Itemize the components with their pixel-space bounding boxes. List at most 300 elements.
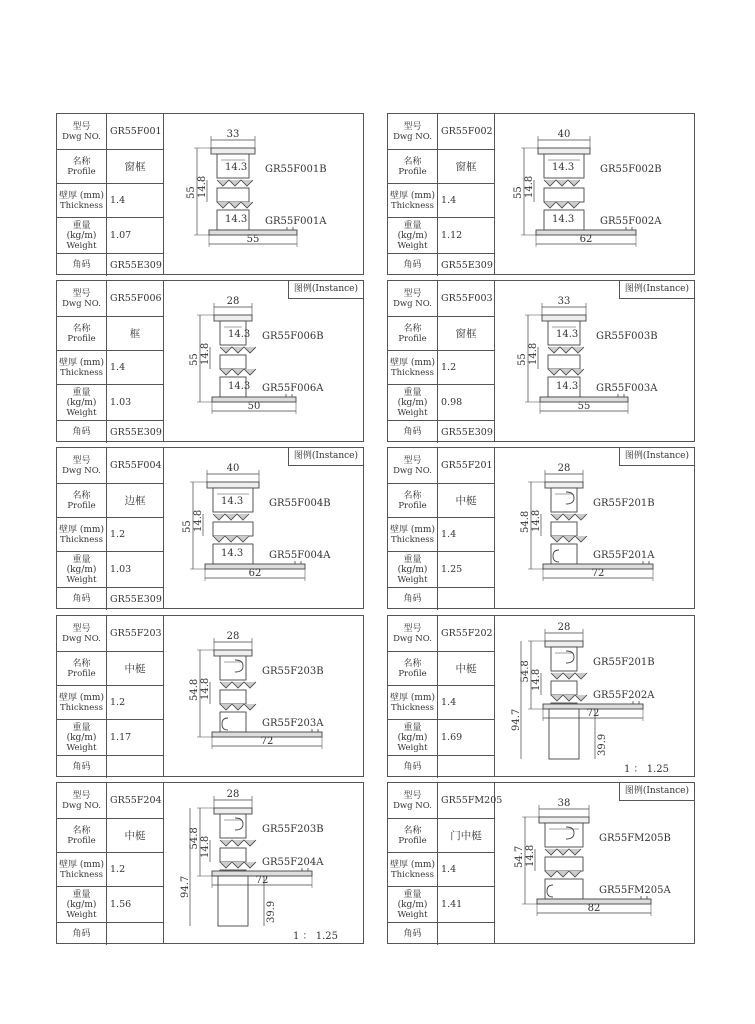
row-label xyxy=(388,484,438,517)
corner-row xyxy=(388,588,494,610)
label-cn: 重量 (kg/m) xyxy=(66,387,97,408)
bottom-dimension: 50 xyxy=(247,401,261,412)
label-cn: 型号 xyxy=(403,790,422,801)
inner-dimension: 14.8 xyxy=(197,175,208,198)
scale-label: 1 ： 1.25 xyxy=(624,764,669,775)
label-en: Weight xyxy=(397,407,428,418)
bottom-dimension: 72 xyxy=(260,736,274,747)
top-dimension: 33 xyxy=(557,296,571,307)
profile-drawing xyxy=(163,783,363,943)
row-value: GR55F202 xyxy=(441,628,493,639)
row-label xyxy=(388,887,438,922)
spec-table xyxy=(57,114,164,274)
row-value: GR55E309 xyxy=(110,593,162,605)
bottom-dimension: 55 xyxy=(246,234,260,245)
label-en: Weight xyxy=(66,909,97,920)
height-dimension: 54.8 xyxy=(520,510,531,533)
profile-card xyxy=(387,280,695,442)
row-value: 1.4 xyxy=(441,697,457,708)
profile-card xyxy=(56,782,364,944)
label-cn: 壁厚 (mm) xyxy=(390,524,435,535)
label-en: Dwg NO. xyxy=(62,800,101,811)
top-dimension: 28 xyxy=(226,789,240,800)
profile-card xyxy=(387,782,695,944)
profile-svg xyxy=(494,616,694,776)
part-label-top: GR55F201B xyxy=(593,498,655,509)
height-dimension: 55 xyxy=(186,186,197,199)
corner-row xyxy=(388,254,494,276)
weight-row xyxy=(57,887,163,923)
label-cn: 角码 xyxy=(403,594,422,604)
top-dimension: 38 xyxy=(557,798,571,809)
wall-dimension: 14.3 xyxy=(556,329,579,340)
part-label-top: GR55F203B xyxy=(262,824,324,835)
top-dimension: 33 xyxy=(226,129,240,140)
label-en: Thickness xyxy=(390,702,434,713)
dwg-row xyxy=(57,281,163,317)
label-cn: 重量 (kg/m) xyxy=(397,722,428,743)
thickness-row xyxy=(57,351,163,385)
row-label xyxy=(388,518,438,551)
thickness-row xyxy=(57,518,163,552)
profile-svg xyxy=(163,448,363,608)
row-value xyxy=(438,588,494,610)
bottom-dimension: 72 xyxy=(255,875,269,886)
weight-row xyxy=(57,720,163,756)
label-en: Weight xyxy=(397,742,428,753)
thickness-row xyxy=(57,184,163,218)
instance-label: 图例(Instance) xyxy=(619,783,694,801)
row-label xyxy=(57,385,107,420)
row-value: 窗框 xyxy=(455,161,477,173)
label-en: Weight xyxy=(397,574,428,585)
row-value: GR55F204 xyxy=(110,795,162,806)
label-en: Thickness xyxy=(59,534,103,545)
part-label-bottom: GR55F202A xyxy=(593,690,655,701)
row-label xyxy=(388,114,438,149)
row-label xyxy=(57,281,107,316)
spec-table xyxy=(388,114,495,274)
label-cn: 型号 xyxy=(72,455,91,466)
label-en: Thickness xyxy=(390,367,434,378)
row-value: 1.4 xyxy=(110,195,126,206)
profile-card xyxy=(387,615,695,777)
row-label xyxy=(57,652,107,685)
label-cn: 角码 xyxy=(72,594,91,604)
row-label xyxy=(388,218,438,253)
weight-row xyxy=(388,385,494,421)
inner-dimension: 14.8 xyxy=(193,509,204,532)
total-dimension: 94.7 xyxy=(180,875,191,898)
label-cn: 名称 xyxy=(403,323,422,334)
row-label xyxy=(388,652,438,685)
row-label xyxy=(388,756,438,778)
row-label xyxy=(57,853,107,886)
row-label xyxy=(57,484,107,517)
profile-row xyxy=(57,150,163,184)
row-value: 中梃 xyxy=(124,663,146,675)
row-label xyxy=(388,588,438,610)
part-label-bottom: GR55F201A xyxy=(593,550,655,561)
label-en: Thickness xyxy=(59,869,103,880)
corner-row xyxy=(388,923,494,945)
profile-drawing xyxy=(494,114,694,274)
row-label xyxy=(57,588,107,610)
label-cn: 壁厚 (mm) xyxy=(390,859,435,870)
label-cn: 名称 xyxy=(72,323,91,334)
bottom-dimension: 72 xyxy=(586,708,600,719)
label-cn: 名称 xyxy=(72,156,91,167)
label-en: Weight xyxy=(397,909,428,920)
label-en: Dwg NO. xyxy=(393,298,432,309)
label-cn: 名称 xyxy=(72,490,91,501)
row-label xyxy=(388,720,438,755)
profile-row xyxy=(388,317,494,351)
label-en: Profile xyxy=(398,166,427,177)
spec-table xyxy=(388,616,495,776)
corner-row xyxy=(388,756,494,778)
label-en: Profile xyxy=(398,500,427,511)
height-dimension: 55 xyxy=(189,353,200,366)
profile-row xyxy=(57,317,163,351)
height-dimension: 55 xyxy=(517,353,528,366)
spec-table xyxy=(388,448,495,608)
label-cn: 角码 xyxy=(403,929,422,939)
profile-row xyxy=(388,652,494,686)
part-label-top: GR55F003B xyxy=(596,331,658,342)
top-dimension: 28 xyxy=(557,463,571,474)
part-label-bottom: GR55F203A xyxy=(262,718,324,729)
profile-svg xyxy=(163,281,363,441)
row-label xyxy=(388,923,438,945)
inner-dimension: 14.8 xyxy=(524,175,535,198)
height-dimension: 54.8 xyxy=(189,678,200,701)
dwg-row xyxy=(388,281,494,317)
corner-row xyxy=(57,923,163,945)
label-en: Dwg NO. xyxy=(393,131,432,142)
row-value: 1.2 xyxy=(110,697,126,708)
part-label-bottom: GR55FM205A xyxy=(599,885,671,896)
label-cn: 重量 (kg/m) xyxy=(66,554,97,575)
label-en: Thickness xyxy=(390,869,434,880)
row-value: GR55F201 xyxy=(441,460,493,471)
instance-label: 图例(Instance) xyxy=(619,281,694,299)
row-label xyxy=(388,317,438,350)
label-en: Dwg NO. xyxy=(393,800,432,811)
row-value: 1.2 xyxy=(110,864,126,875)
row-label xyxy=(57,448,107,483)
wall-dimension: 14.3 xyxy=(225,214,248,225)
profile-row xyxy=(57,484,163,518)
row-label xyxy=(388,150,438,183)
weight-row xyxy=(57,385,163,421)
spec-table xyxy=(57,448,164,608)
wall-dimension: 14.3 xyxy=(228,329,251,340)
inner-dimension: 14.8 xyxy=(200,677,211,700)
profile-drawing xyxy=(163,448,363,608)
weight-row xyxy=(388,720,494,756)
label-en: Thickness xyxy=(59,367,103,378)
part-label-bottom: GR55F002A xyxy=(600,216,662,227)
label-cn: 型号 xyxy=(72,790,91,801)
row-label xyxy=(388,616,438,651)
profile-svg xyxy=(494,448,694,608)
row-value: 1.12 xyxy=(441,230,463,241)
label-cn: 重量 (kg/m) xyxy=(397,889,428,910)
row-value: 1.4 xyxy=(441,195,457,206)
profile-svg xyxy=(494,783,694,943)
row-value: 1.4 xyxy=(441,529,457,540)
label-en: Profile xyxy=(398,835,427,846)
wall-dimension: 14.3 xyxy=(221,496,244,507)
row-value: 边框 xyxy=(124,495,146,507)
label-cn: 重量 (kg/m) xyxy=(66,889,97,910)
profile-row xyxy=(57,652,163,686)
row-value: GR55F001 xyxy=(110,126,162,137)
label-cn: 型号 xyxy=(403,288,422,299)
row-value: GR55F003 xyxy=(441,293,493,304)
label-cn: 角码 xyxy=(72,762,91,772)
row-value: 1.07 xyxy=(110,230,132,241)
spec-table xyxy=(57,616,164,776)
profile-drawing xyxy=(163,616,363,776)
profile-drawing xyxy=(494,783,694,943)
row-value: GR55F002 xyxy=(441,126,493,137)
row-label xyxy=(388,853,438,886)
inner-dimension: 14.8 xyxy=(528,342,539,365)
part-label-top: GR55FM205B xyxy=(599,833,671,844)
spec-table xyxy=(57,783,164,943)
label-en: Dwg NO. xyxy=(393,633,432,644)
row-value: GR55E309 xyxy=(441,259,493,271)
row-value: GR55FM205 xyxy=(441,795,503,806)
profile-row xyxy=(388,150,494,184)
box-dimension: 39.9 xyxy=(597,733,608,756)
label-cn: 角码 xyxy=(72,929,91,939)
profile-row xyxy=(57,819,163,853)
label-cn: 型号 xyxy=(72,288,91,299)
bottom-dimension: 62 xyxy=(579,234,593,245)
row-label xyxy=(388,448,438,483)
row-value: 中梃 xyxy=(455,495,477,507)
row-label xyxy=(57,819,107,852)
label-en: Profile xyxy=(67,835,96,846)
height-dimension: 55 xyxy=(513,186,524,199)
label-cn: 壁厚 (mm) xyxy=(59,859,104,870)
part-label-bottom: GR55F204A xyxy=(262,857,324,868)
thickness-row xyxy=(57,853,163,887)
wall-dimension: 14.3 xyxy=(552,162,575,173)
label-en: Profile xyxy=(67,166,96,177)
label-en: Weight xyxy=(66,574,97,585)
label-cn: 重量 (kg/m) xyxy=(66,220,97,241)
row-value: 0.98 xyxy=(441,397,463,408)
profile-svg xyxy=(494,114,694,274)
scale-label: 1 ： 1.25 xyxy=(293,931,338,942)
row-value: GR55F006 xyxy=(110,293,162,304)
profile-card xyxy=(387,113,695,275)
label-cn: 重量 (kg/m) xyxy=(397,554,428,575)
row-value xyxy=(438,923,494,945)
row-label xyxy=(388,819,438,852)
instance-label: 图例(Instance) xyxy=(619,448,694,466)
label-en: Profile xyxy=(67,333,96,344)
profile-svg xyxy=(494,281,694,441)
row-value: 中梃 xyxy=(455,663,477,675)
label-en: Weight xyxy=(66,407,97,418)
label-en: Thickness xyxy=(390,534,434,545)
wall-dimension: 14.3 xyxy=(225,162,248,173)
corner-row xyxy=(57,421,163,443)
profile-svg xyxy=(163,783,363,943)
row-label xyxy=(57,552,107,587)
label-cn: 型号 xyxy=(403,623,422,634)
row-value: 1.17 xyxy=(110,732,132,743)
row-value: 1.4 xyxy=(110,362,126,373)
label-cn: 壁厚 (mm) xyxy=(390,190,435,201)
dwg-row xyxy=(388,616,494,652)
label-cn: 壁厚 (mm) xyxy=(59,190,104,201)
label-en: Weight xyxy=(66,240,97,251)
wall-dimension: 14.3 xyxy=(228,381,251,392)
row-label xyxy=(57,887,107,922)
label-en: Dwg NO. xyxy=(62,131,101,142)
thickness-row xyxy=(388,351,494,385)
top-dimension: 40 xyxy=(226,463,240,474)
label-en: Weight xyxy=(66,742,97,753)
instance-label: 图例(Instance) xyxy=(288,281,363,299)
top-dimension: 28 xyxy=(557,622,571,633)
row-value: 窗框 xyxy=(124,161,146,173)
top-dimension: 28 xyxy=(226,296,240,307)
row-value: 1.2 xyxy=(441,362,457,373)
label-en: Dwg NO. xyxy=(62,633,101,644)
label-cn: 名称 xyxy=(72,825,91,836)
row-label xyxy=(57,254,107,276)
profile-drawing xyxy=(163,281,363,441)
thickness-row xyxy=(388,686,494,720)
spec-table xyxy=(388,783,503,943)
label-en: Dwg NO. xyxy=(393,465,432,476)
label-cn: 重量 (kg/m) xyxy=(397,220,428,241)
thickness-row xyxy=(388,184,494,218)
label-cn: 型号 xyxy=(72,121,91,132)
row-label xyxy=(57,351,107,384)
profile-card xyxy=(56,280,364,442)
top-dimension: 40 xyxy=(557,129,571,140)
inner-dimension: 14.8 xyxy=(531,668,542,691)
part-label-top: GR55F001B xyxy=(265,164,327,175)
dwg-row xyxy=(388,448,494,484)
row-label xyxy=(388,552,438,587)
wall-dimension: 14.3 xyxy=(552,214,575,225)
label-en: Dwg NO. xyxy=(62,298,101,309)
corner-row xyxy=(57,756,163,778)
label-cn: 角码 xyxy=(403,260,422,270)
row-label xyxy=(388,254,438,276)
wall-dimension: 14.3 xyxy=(556,381,579,392)
label-cn: 型号 xyxy=(403,455,422,466)
part-label-bottom: GR55F001A xyxy=(265,216,327,227)
row-label xyxy=(57,756,107,778)
label-en: Profile xyxy=(67,668,96,679)
weight-row xyxy=(57,552,163,588)
row-value: GR55E309 xyxy=(441,426,493,438)
corner-row xyxy=(388,421,494,443)
label-cn: 重量 (kg/m) xyxy=(66,722,97,743)
thickness-row xyxy=(57,686,163,720)
label-cn: 壁厚 (mm) xyxy=(390,357,435,368)
part-label-top: GR55F004B xyxy=(269,498,331,509)
row-value: GR55E309 xyxy=(110,426,162,438)
row-label xyxy=(57,218,107,253)
row-label xyxy=(388,351,438,384)
label-cn: 壁厚 (mm) xyxy=(59,692,104,703)
row-label xyxy=(388,281,438,316)
profile-svg xyxy=(163,114,363,274)
corner-row xyxy=(57,254,163,276)
height-dimension: 54.7 xyxy=(514,845,525,868)
part-label-top: GR55F203B xyxy=(262,666,324,677)
row-value xyxy=(107,923,163,945)
label-cn: 名称 xyxy=(403,825,422,836)
total-dimension: 94.7 xyxy=(511,708,522,731)
label-cn: 名称 xyxy=(403,490,422,501)
dwg-row xyxy=(57,616,163,652)
row-value: 窗框 xyxy=(455,328,477,340)
row-label xyxy=(388,421,438,443)
bottom-dimension: 62 xyxy=(248,568,262,579)
label-cn: 名称 xyxy=(403,658,422,669)
dwg-row xyxy=(57,783,163,819)
dwg-row xyxy=(57,114,163,150)
row-label xyxy=(388,686,438,719)
instance-label: 图例(Instance) xyxy=(288,448,363,466)
part-label-bottom: GR55F003A xyxy=(596,383,658,394)
label-en: Profile xyxy=(398,668,427,679)
part-label-top: GR55F002B xyxy=(600,164,662,175)
row-value: 1.4 xyxy=(441,864,457,875)
label-cn: 重量 (kg/m) xyxy=(397,387,428,408)
row-label xyxy=(57,421,107,443)
weight-row xyxy=(388,218,494,254)
profile-svg xyxy=(163,616,363,776)
label-en: Dwg NO. xyxy=(62,465,101,476)
label-en: Thickness xyxy=(59,200,103,211)
row-value xyxy=(107,756,163,778)
row-value: 1.03 xyxy=(110,564,132,575)
label-cn: 名称 xyxy=(72,658,91,669)
label-cn: 角码 xyxy=(403,427,422,437)
profile-drawing xyxy=(494,448,694,608)
label-cn: 壁厚 (mm) xyxy=(59,524,104,535)
row-value: GR55E309 xyxy=(110,259,162,271)
profile-row xyxy=(388,484,494,518)
spec-table xyxy=(388,281,495,441)
thickness-row xyxy=(388,853,494,887)
row-label xyxy=(388,184,438,217)
label-cn: 壁厚 (mm) xyxy=(390,692,435,703)
height-dimension: 54.8 xyxy=(189,827,200,850)
label-cn: 角码 xyxy=(72,427,91,437)
label-en: Thickness xyxy=(59,702,103,713)
row-label xyxy=(57,317,107,350)
label-cn: 型号 xyxy=(72,623,91,634)
label-cn: 角码 xyxy=(72,260,91,270)
dwg-row xyxy=(57,448,163,484)
row-value: 门中梃 xyxy=(450,830,482,842)
wall-dimension: 14.3 xyxy=(221,548,244,559)
